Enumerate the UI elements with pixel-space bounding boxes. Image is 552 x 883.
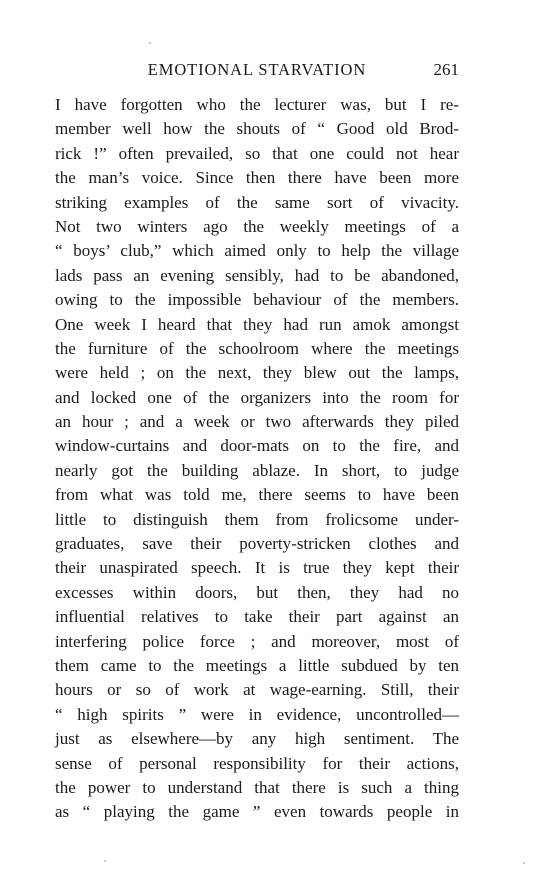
text-line: Not two winters ago the weekly meetings of a	[55, 216, 459, 236]
body-text	[55, 93, 459, 825]
text-line: rick !” often prevailed, so that one could not hear	[55, 143, 459, 163]
text-line: little to distinguish them from frolicsome under-	[55, 509, 459, 529]
text-line: owing to the impossible behaviour of the members.	[55, 290, 459, 310]
text-line: nearly got the building ablaze. In short, to judge	[55, 460, 459, 480]
text-line: “ boys’ club,” which aimed only to help the village	[55, 241, 459, 261]
text-line: hours or so of work at wage-earning. Still, their	[55, 680, 459, 700]
text-line: window-curtains and door-mats on to the fire, and	[55, 436, 459, 456]
text-line: interfering police force ; and moreover, most of	[55, 631, 459, 651]
text-line: striking examples of the same sort of vivacity.	[55, 192, 459, 212]
running-head	[55, 60, 459, 84]
page-number: 261	[433, 60, 459, 79]
text-line: “ high spirits ” were in evidence, uncontrolled—	[55, 704, 459, 724]
text-line: an hour ; and a week or two afterwards they piled	[55, 412, 459, 432]
running-head-title: EMOTIONAL STARVATION	[147, 60, 367, 79]
text-line: from what was told me, there seems to have been	[55, 485, 459, 505]
text-line: them came to the meetings a little subdued by ten	[55, 655, 459, 675]
text-line: lads pass an evening sensibly, had to be abandoned,	[55, 265, 459, 285]
text-line: the man’s voice. Since then there have been more	[55, 168, 459, 188]
text-line: and locked one of the organizers into the room for	[55, 387, 459, 407]
scan-speck	[523, 862, 525, 864]
text-line: I have forgotten who the lecturer was, but I re-	[55, 95, 459, 114]
text-line: member well how the shouts of “ Good old Brod-	[55, 119, 459, 139]
text-line: sense of personal responsibility for their actions,	[55, 753, 459, 773]
text-line: the furniture of the schoolroom where the meetings	[55, 338, 459, 358]
scan-speck	[104, 860, 106, 862]
text-line: influential relatives to take their part against an	[55, 607, 459, 627]
text-line: the power to understand that there is such a thing	[55, 777, 459, 797]
scan-speck	[149, 42, 151, 44]
text-line: excesses within doors, but then, they had no	[55, 582, 459, 602]
text-line: graduates, save their poverty-stricken clothes and	[55, 534, 459, 554]
text-line: as “ playing the game ” even towards people in	[55, 802, 459, 822]
text-line: were held ; on the next, they blew out the lamps,	[55, 363, 459, 383]
text-line: One week I heard that they had run amok amongst	[55, 314, 459, 334]
text-line: just as elsewhere—by any high sentiment. The	[55, 729, 459, 749]
text-line: their unaspirated speech. It is true they kept their	[55, 558, 459, 578]
